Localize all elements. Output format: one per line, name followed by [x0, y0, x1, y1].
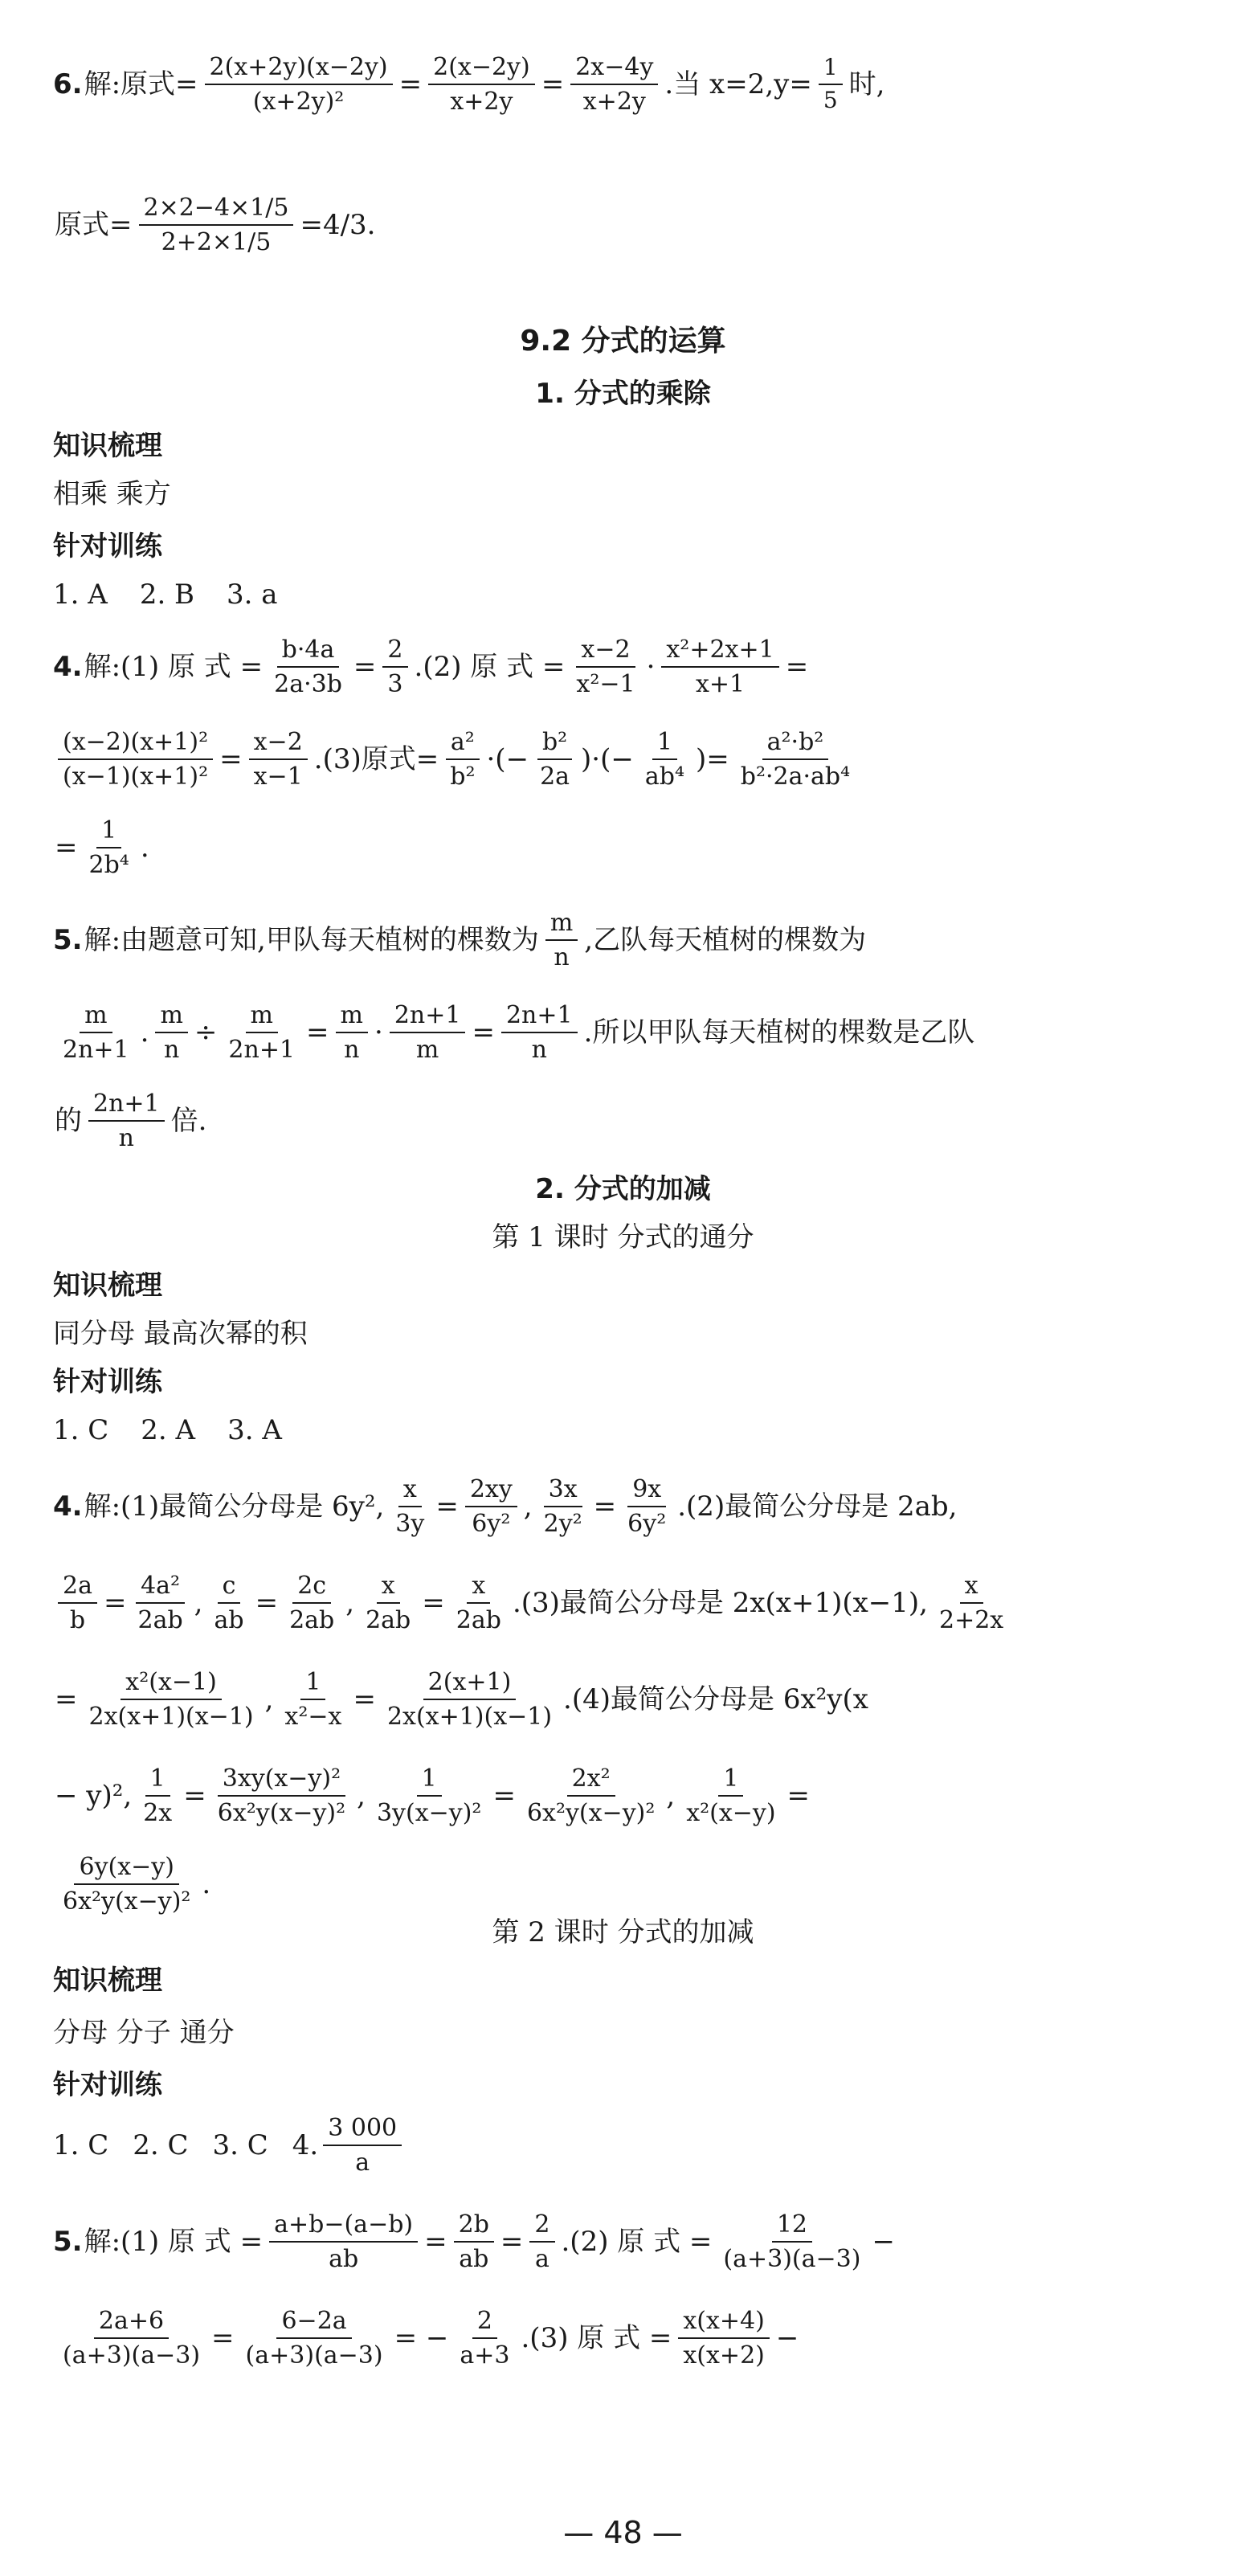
lesson-title: 第 1 课时 分式的通分 — [492, 1221, 754, 1253]
fraction: $\frac{2\times 2-4\times 1/5}{2+2\times 1/5}$ — [139, 194, 294, 256]
knowledge-text: 同分母 最高次幂的积 — [53, 1318, 308, 1350]
fraction: $\frac{2(x-2y)}{x+2y}$ — [428, 54, 535, 115]
subsection-title: 1. 分式的乘除 — [535, 378, 711, 410]
fraction: $\frac{2(x+2y)(x-2y)}{\text{(x+2y)²}}$ — [205, 54, 393, 115]
problem-6-line2: 原式= $\frac{2\times 2-4\times 1/5}{2+2\times 1/5}$ =4/3. — [55, 194, 376, 256]
q4-line3: = $\frac{1}{\text{2b⁴}}$ . — [55, 816, 149, 879]
subsection-title: 2. 分式的加减 — [535, 1173, 711, 1205]
knowledge-text: 分母 分子 通分 — [53, 2017, 235, 2049]
fraction: $\frac{2x-4y}{x+2y}$ — [570, 54, 658, 115]
r4-line5: $\frac{6y(x-y)}{\text{6x²y(x−y)²}}$ . — [63, 1853, 211, 1916]
q4-line1: 4. 解:(1) 原 式 = $\frac{b\cdot 4a}{2a\cdot 3b}$ = $\frac{2}{3}$ .(2) 原 式 = $\frac{x-2}{\text{x²−1}}$ · $\frac{\text{x²+2x+1}}{x+1}$ = — [53, 636, 809, 698]
knowledge-text: 相乘 乘方 — [53, 478, 171, 510]
heading-training: 针对训练 — [53, 530, 162, 562]
fraction: $\frac{1}{5}$ — [819, 55, 843, 113]
r4-line4: − y)², $\frac{1}{2x}$ = $\frac{\text{3xy(x−y)²}}{\text{6x²y(x−y)²}}$ , $\frac{1}{\text{3y(x−y)²}}$ = $\frac{\text{2x²}}{\text{6x²y(x−y)²}}$ , $\frac{1}{\text{x²(x−y)}}$ = — [55, 1764, 811, 1827]
s5-line1: 5. 解:(1) 原 式 = $\frac{a+b-(a-b)}{ab}$ = $\frac{2b}{ab}$ = $\frac{2}{a}$ .(2) 原 式 = $\frac{12}{(a+3)(a-3)}$ − — [53, 2210, 895, 2273]
q5-line2: $\frac{m}{2n+1}$ . $\frac{m}{n}$ ÷ $\frac{m}{2n+1}$ = $\frac{m}{n}$ · $\frac{2n+1}{m}$ = $\frac{2n+1}{n}$ .所以甲队每天植树的棵数是乙队 — [63, 1001, 975, 1064]
q4-line2: $\frac{\text{(x−2)(x+1)²}}{\text{(x−1)(x+1)²}}$ = $\frac{x-2}{x-1}$ .(3)原式= $\frac{\text{a²}}{\text{b²}}$ ·(− $\frac{\text{b²}}{2a}$ )·(− $\frac{1}{\text{ab⁴}}$ )= $\frac{\text{a²·b²}}{\text{b²·2a·ab⁴}}$ — [53, 715, 1194, 803]
heading-knowledge: 知识梳理 — [53, 430, 162, 462]
problem-6-line1: 6. 解:原式= $\frac{2(x+2y)(x-2y)}{\text{(x+2y)²}}$ = $\frac{2(x-2y)}{x+2y}$ = $\frac{2x-4y}{x+2y}$ .当 x=2,y= $\frac{1}{5}$ 时, — [53, 53, 885, 116]
answers-row: 1. C 2. C 3. C 4. $\frac{3 000}{a}$ — [53, 2109, 1194, 2181]
answers-row: 1. A 2. B 3. a — [53, 579, 278, 611]
page-number: — 48 — — [563, 2515, 683, 2550]
r4-line1: 4. 解:(1)最简公分母是 6y², $\frac{x}{3y}$ = $\frac{2xy}{\text{6y²}}$ , $\frac{3x}{\text{2y²}}$ = $\frac{9x}{\text{6y²}}$ .(2)最简公分母是 2ab, — [53, 1475, 958, 1538]
answers-row: 1. C 2. A 3. A — [53, 1414, 282, 1446]
r4-line3: = $\frac{\text{x²(x−1)}}{2x(x+1)(x-1)}$ , $\frac{1}{\text{x²−x}}$ = $\frac{2(x+1)}{2x(x+1)(x-1)}$ .(4)最简公分母是 6x²y(x — [55, 1668, 868, 1731]
r4-line2: $\frac{2a}{b}$ = $\frac{\text{4a²}}{2ab}$ , $\frac{c}{ab}$ = $\frac{2c}{2ab}$ , $\frac{x}{2ab}$ = $\frac{x}{2ab}$ .(3)最简公分母是 2x(x+1)(x−1), $\frac{x}{2+2x}$ — [53, 1559, 1194, 1647]
heading-knowledge: 知识梳理 — [53, 1270, 162, 1302]
s5-line2: $\frac{2a+6}{(a+3)(a-3)}$ = $\frac{6-2a}{(a+3)(a-3)}$ = − $\frac{2}{a+3}$ .(3) 原 式 = $\frac{x(x+4)}{x(x+2)}$ − — [63, 2307, 799, 2370]
heading-knowledge: 知识梳理 — [53, 1965, 162, 1997]
lesson-title: 第 2 课时 分式的加减 — [492, 1916, 754, 1948]
q5-line1: 5. 解:由题意可知,甲队每天植树的棵数为 $\frac{m}{n}$ ,乙队每天植树的棵数为 — [53, 909, 867, 971]
q5-line3: 的 $\frac{2n+1}{n}$ 倍. — [55, 1090, 207, 1152]
heading-training: 针对训练 — [53, 2069, 162, 2101]
heading-training: 针对训练 — [53, 1366, 162, 1398]
section-title: 9.2 分式的运算 — [520, 325, 726, 358]
